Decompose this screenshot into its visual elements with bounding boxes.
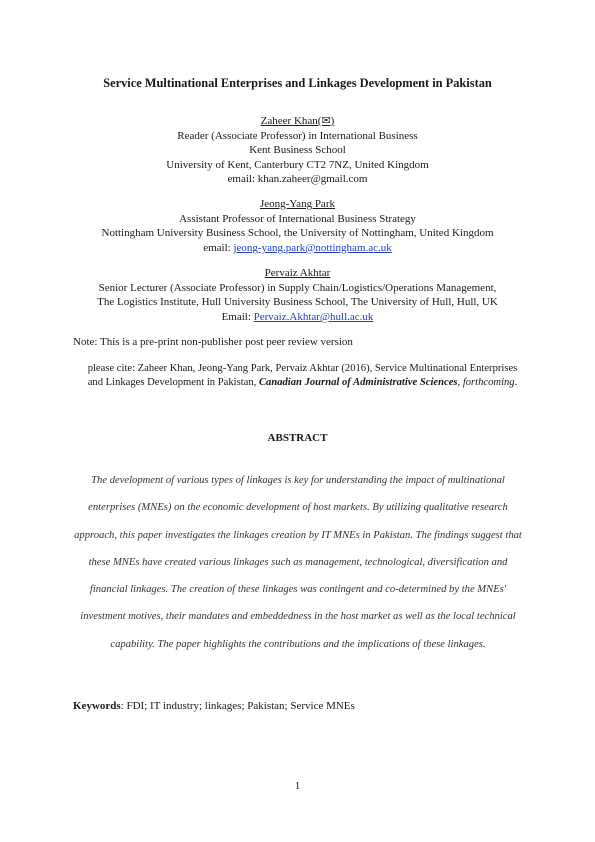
author-email-link[interactable]: jeong-yang.park@nottingham.ac.uk — [233, 241, 392, 254]
page-number: 1 — [294, 780, 301, 792]
author-block-3 — [0, 266, 595, 324]
author-email-line — [0, 241, 595, 256]
citation-status: forthcoming — [462, 377, 515, 389]
email-label: email: — [203, 241, 234, 254]
email-label: Email: — [221, 310, 254, 323]
author-affiliation: University of Kent, Canterbury CT2 7NZ, United Kingdom — [166, 158, 429, 171]
author-affiliation: Nottingham University Business School, the University of Nottingham, United Kingdom — [101, 227, 494, 240]
author-name[interactable]: Zaheer Khan — [260, 115, 318, 127]
email-label: email: — [227, 173, 258, 186]
abstract-body: The development of various types of linkages is key for understanding the impact of multinational enterprises (MNEs) on the economic development of host markets. By utilizing qualitative research approach, this paper investigates the linkages creation by IT MNEs in Pakistan. The findings suggest that these MNEs have created various linkages such as management, technological, diversification and financial linkages. The creation of these linkages was contingent and co-determined by the MNEs' investment motives, their mandates and embeddedness in the host market as well as the local technical capability. The paper highlights the contributions and the implications of these linkages. — [74, 475, 522, 650]
keywords — [73, 700, 355, 712]
author-email-link[interactable]: Pervaiz.Akhtar@hull.ac.uk — [253, 310, 374, 323]
citation-text: please cite: Zaheer Khan, Jeong-Yang Park, Pervaiz Akhtar (2016), Service Multinational Enterprises and Linkages Development in Pakistan, — [87, 363, 518, 389]
author-affiliation: Senior Lecturer (Associate Professor) in Supply Chain/Logistics/Operations Management, — [98, 281, 497, 294]
citation-sep: , — [457, 377, 463, 389]
preprint-note: Note: This is a pre-print non-publisher post peer review version — [73, 336, 353, 348]
paper-title: Service Multinational Enterprises and Linkages Development in Pakistan — [103, 76, 492, 90]
keywords-list: : FDI; IT industry; linkages; Pakistan; Service MNEs — [120, 700, 355, 712]
citation-end: . — [514, 377, 518, 389]
author-email-line — [0, 310, 595, 325]
author-affiliation: The Logistics Institute, Hull University Business School, The University of Hull, Hull, UK — [97, 296, 498, 309]
author-affiliation: Assistant Professor of International Business Strategy — [179, 212, 416, 225]
citation — [80, 362, 525, 391]
author-affiliation: Reader (Associate Professor) in International Business — [177, 129, 418, 142]
author-affiliation: Kent Business School — [249, 144, 346, 157]
envelope-icon[interactable]: (✉) — [317, 115, 335, 127]
author-email: khan.zaheer@gmail.com — [257, 173, 368, 186]
author-block-2 — [0, 197, 595, 255]
abstract-heading: ABSTRACT — [267, 432, 328, 444]
author-name[interactable]: Jeong-Yang Park — [260, 198, 335, 210]
keywords-label: Keywords — [73, 700, 121, 712]
journal-name: Canadian Journal of Administrative Sciences — [258, 377, 458, 389]
author-email-line — [0, 172, 595, 187]
author-name[interactable]: Pervaiz Akhtar — [264, 267, 331, 279]
author-name-line — [0, 114, 595, 129]
author-block-1 — [0, 114, 595, 187]
